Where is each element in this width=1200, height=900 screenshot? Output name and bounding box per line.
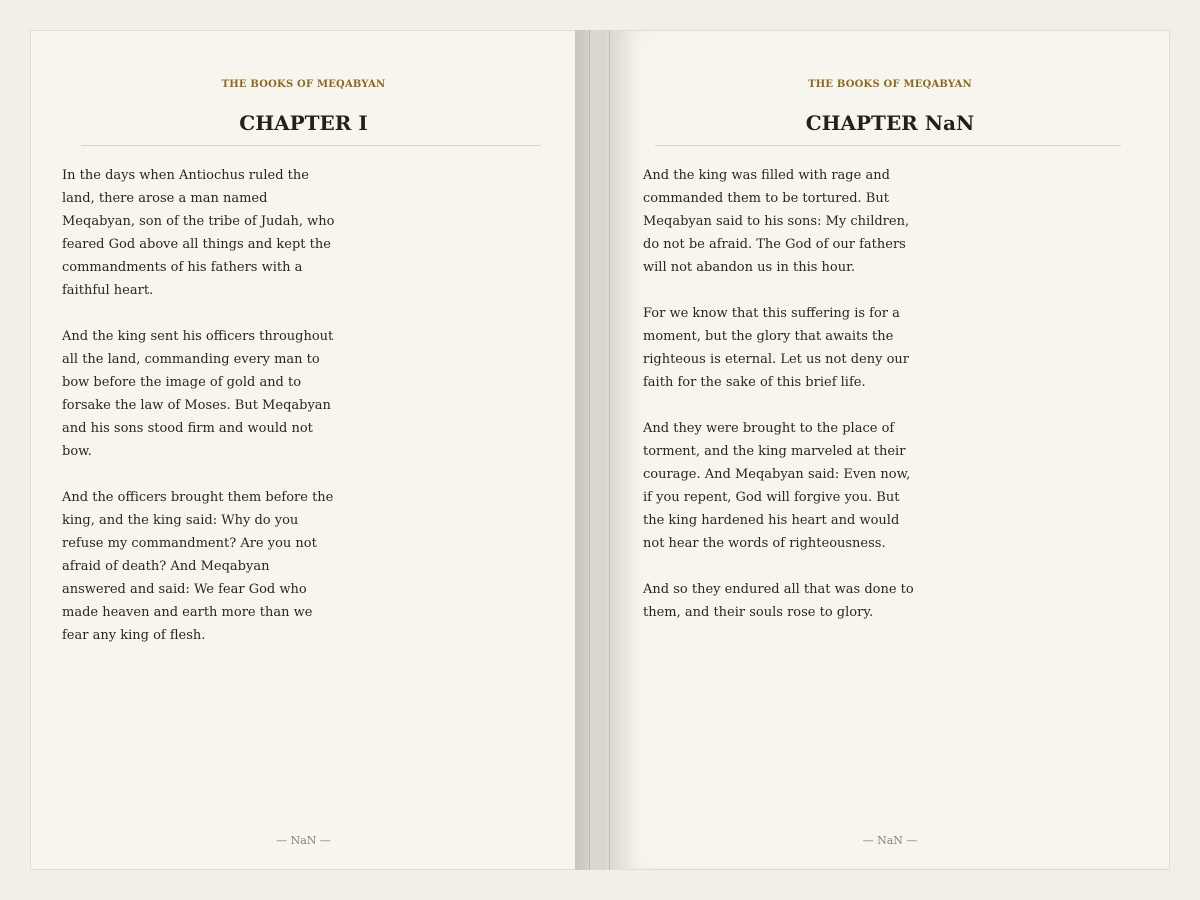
page-edge-line [589,30,590,870]
paragraph: And they were brought to the place of torment, and the king marveled at their courage. And Meqabyan said: Even now, if you repent, God will forgive you. But the king hardened his heart and would not hear the words of righteousness. [643,421,911,551]
paragraph: In the days when Antiochus ruled the land, there arose a man named Meqabyan, son of the tribe of Judah, who feared God above all things and kept the commandments of his fathers with a faithful heart. [62,168,335,298]
chapter-text [62,164,337,670]
title-divider [81,145,541,146]
title-divider [655,145,1121,146]
chapter-title: CHAPTER NaN [805,111,975,135]
paragraph: And the king was filled with rage and commanded them to be tortured. But Meqabyan said to his sons: My children, do not be afraid. The God of our fathers will not abandon us in this hour. [643,168,910,275]
paragraph: And so they endured all that was done to them, and their souls rose to glory. [643,582,914,620]
paragraph: And the king sent his officers throughout all the land, commanding every man to bow before the image of gold and to forsake the law of Moses. But Meqabyan and his sons stood firm and would not bow. [62,329,334,459]
running-head: THE BOOKS OF MEQABYAN [808,79,972,90]
chapter-text [643,164,918,647]
page-number: — NaN — [862,834,918,847]
running-head: THE BOOKS OF MEQABYAN [221,79,386,90]
paragraph: And the officers brought them before the king, and the king said: Why do you refuse my commandment? Are you not afraid of death? And Meqabyan answered and said: We fear God who made heaven and earth more than we fear any king of flesh. [62,490,334,643]
left-page [30,30,577,870]
right-page [610,30,1170,870]
open-book [30,30,1170,870]
chapter-title: CHAPTER I [239,111,368,135]
page-number: — NaN — [276,834,331,847]
book-spine [575,30,610,870]
paragraph: For we know that this suffering is for a moment, but the glory that awaits the righteous is eternal. Let us not deny our faith for the sake of this brief life. [643,306,910,390]
